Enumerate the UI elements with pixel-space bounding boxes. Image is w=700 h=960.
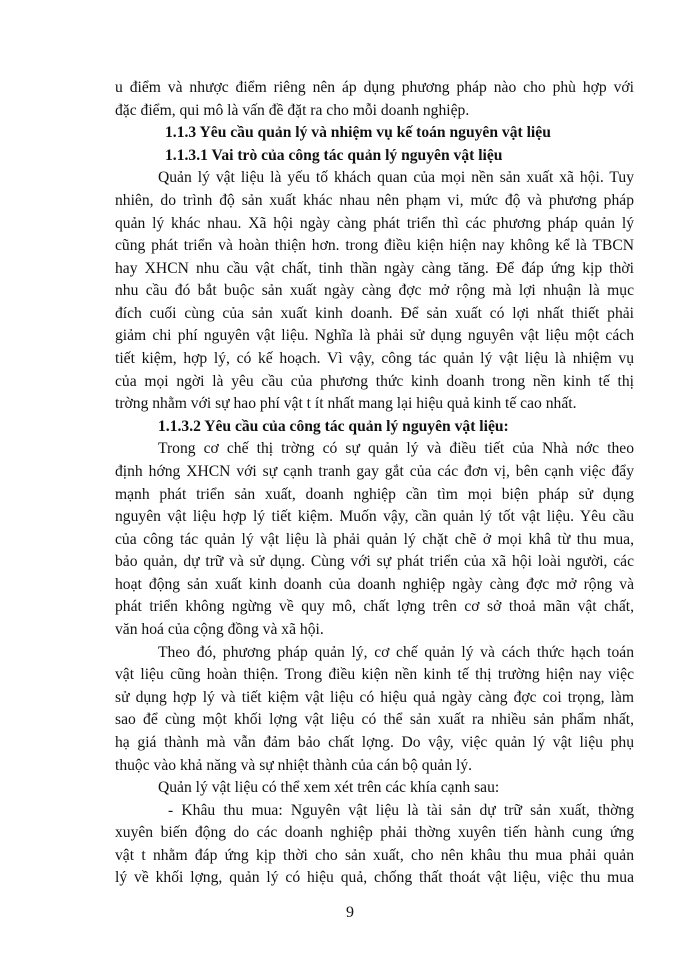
body-line: mạnh phát triển sản xuất, doanh nghiệp cần tìm mọi biện pháp sử dụng xyxy=(115,485,634,503)
body-line: cũng phát triển và hoàn thiện hơn. trong điều kiện hiện nay không kể là TBCN xyxy=(115,237,634,255)
body-line: Quản lý vật liệu có thể xem xét trên các khía cạnh sau: xyxy=(158,779,500,797)
subsection-heading: 1.1.3.1 Vai trò của công tác quản lý nguyên vật liệu xyxy=(165,146,503,164)
body-line: u điểm và nhược điểm riêng nên áp dụng phương pháp nào cho phù hợp với xyxy=(115,79,634,96)
body-line: sao để cùng một khối lợng vật liệu có thể sản xuất ra nhiều sản phẩm nhất, xyxy=(115,711,634,729)
body-line: Trong cơ chế thị trờng có sự quản lý và điều tiết của Nhà nớc theo xyxy=(158,440,634,458)
body-line: đích cuối cùng của sản xuất kinh doanh. Để sản xuất có lợi nhất thiết phải xyxy=(115,304,634,322)
body-line: định hớng XHCN với sự cạnh tranh gay gắt của các đơn vị, bên cạnh việc đẩy xyxy=(115,462,634,480)
body-line: Theo đó, phương pháp quản lý, cơ chế quản lý và cách thức hạch toán xyxy=(158,643,634,661)
body-line: nhiên, do trình độ sản xuất khác nhau nên phạm vi, mức độ và phương pháp xyxy=(115,191,634,209)
body-line: giảm chi phí nguyên vật liệu. Nghĩa là phải sử dụng nguyên vật liệu một cách xyxy=(115,327,634,345)
body-line: bảo quản, dự trữ và sử dụng. Cùng với sự phát triển của xã hội loài người, các xyxy=(115,553,634,571)
body-line: hay XHCN nhu cầu vật chất, tinh thần ngày càng tăng. Để đáp ứng kịp thời xyxy=(115,259,634,277)
body-line: của mọi ngời là yêu cầu của phương thức kinh doanh trong nền kinh tế thị xyxy=(115,372,634,390)
body-line: phát triển không ngừng về quy mô, chất lợng trên cơ sở thoả mãn vật chất, xyxy=(115,598,634,616)
body-line: quản lý khác nhau. Xã hội ngày càng phát triển thì các phương pháp quản lý xyxy=(115,214,634,232)
bullet-line: - Khâu thu mua: Nguyên vật liệu là tài sản dự trữ sản xuất, thờng xyxy=(168,801,634,819)
body-line: Quản lý vật liệu là yếu tố khách quan của mọi nền sản xuất xã hội. Tuy xyxy=(158,169,634,187)
body-line: nhu cầu đó bắt buộc sản xuất ngày càng đợc mở rộng mà lợi nhuận là mục xyxy=(115,282,634,300)
body-line: trờng nhằm với sự hao phí vật t ít nhất mang lại hiệu quả kinh tế cao nhất. xyxy=(115,395,577,413)
body-line: hoạt động sản xuất kinh doanh của doanh nghiệp ngày càng đợc mở rộng và xyxy=(115,575,634,593)
body-line: đặc điểm, qui mô là vấn đề đặt ra cho mỗi doanh nghiệp. xyxy=(115,101,470,119)
subsection-heading: 1.1.3.2 Yêu cầu của công tác quản lý nguyên vật liệu: xyxy=(158,417,509,435)
body-line: văn hoá của cộng đồng và xã hội. xyxy=(115,621,324,638)
body-line: lý về khối lợng, quản lý có hiệu quả, chống thất thoát vật liệu, việc thu mua xyxy=(115,869,634,887)
body-line: nguyên vật liệu hợp lý tiết kiệm. Muốn vậy, cần quản lý tốt vật liệu. Yêu cầu xyxy=(115,508,634,526)
body-line: vật liệu cũng hoàn thiện. Trong điều kiện nền kinh tế thị trường hiện nay việc xyxy=(115,666,634,684)
body-line: sử dụng hợp lý và tiết kiệm vật liệu có hiệu quả ngày càng đợc coi trọng, làm xyxy=(115,688,634,706)
body-line: thuộc vào khả năng và sự nhiệt thành của cán bộ quản lý. xyxy=(115,756,473,774)
body-line: hạ giá thành mà vẫn đảm bảo chất lợng. Do vậy, việc quản lý vật liệu phụ xyxy=(115,733,634,751)
body-line: vật t nhằm đáp ứng kịp thời cho sản xuất, cho nên khâu thu mua phải quản xyxy=(115,846,634,864)
page-number: 9 xyxy=(346,904,354,921)
body-line: xuyên biến động do các doanh nghiệp phải thờng xuyên tiến hành cung ứng xyxy=(115,824,634,842)
body-line: của công tác quản lý vật liệu là phải quản lý chặt chẽ ở mọi khâ từ thu mua, xyxy=(115,530,634,548)
body-line: tiết kiệm, hợp lý, có kế hoạch. Vì vậy, công tác quản lý vật liệu là nhiệm vụ xyxy=(115,350,634,367)
section-heading: 1.1.3 Yêu cầu quản lý và nhiệm vụ kế toán nguyên vật liệu xyxy=(165,124,551,142)
